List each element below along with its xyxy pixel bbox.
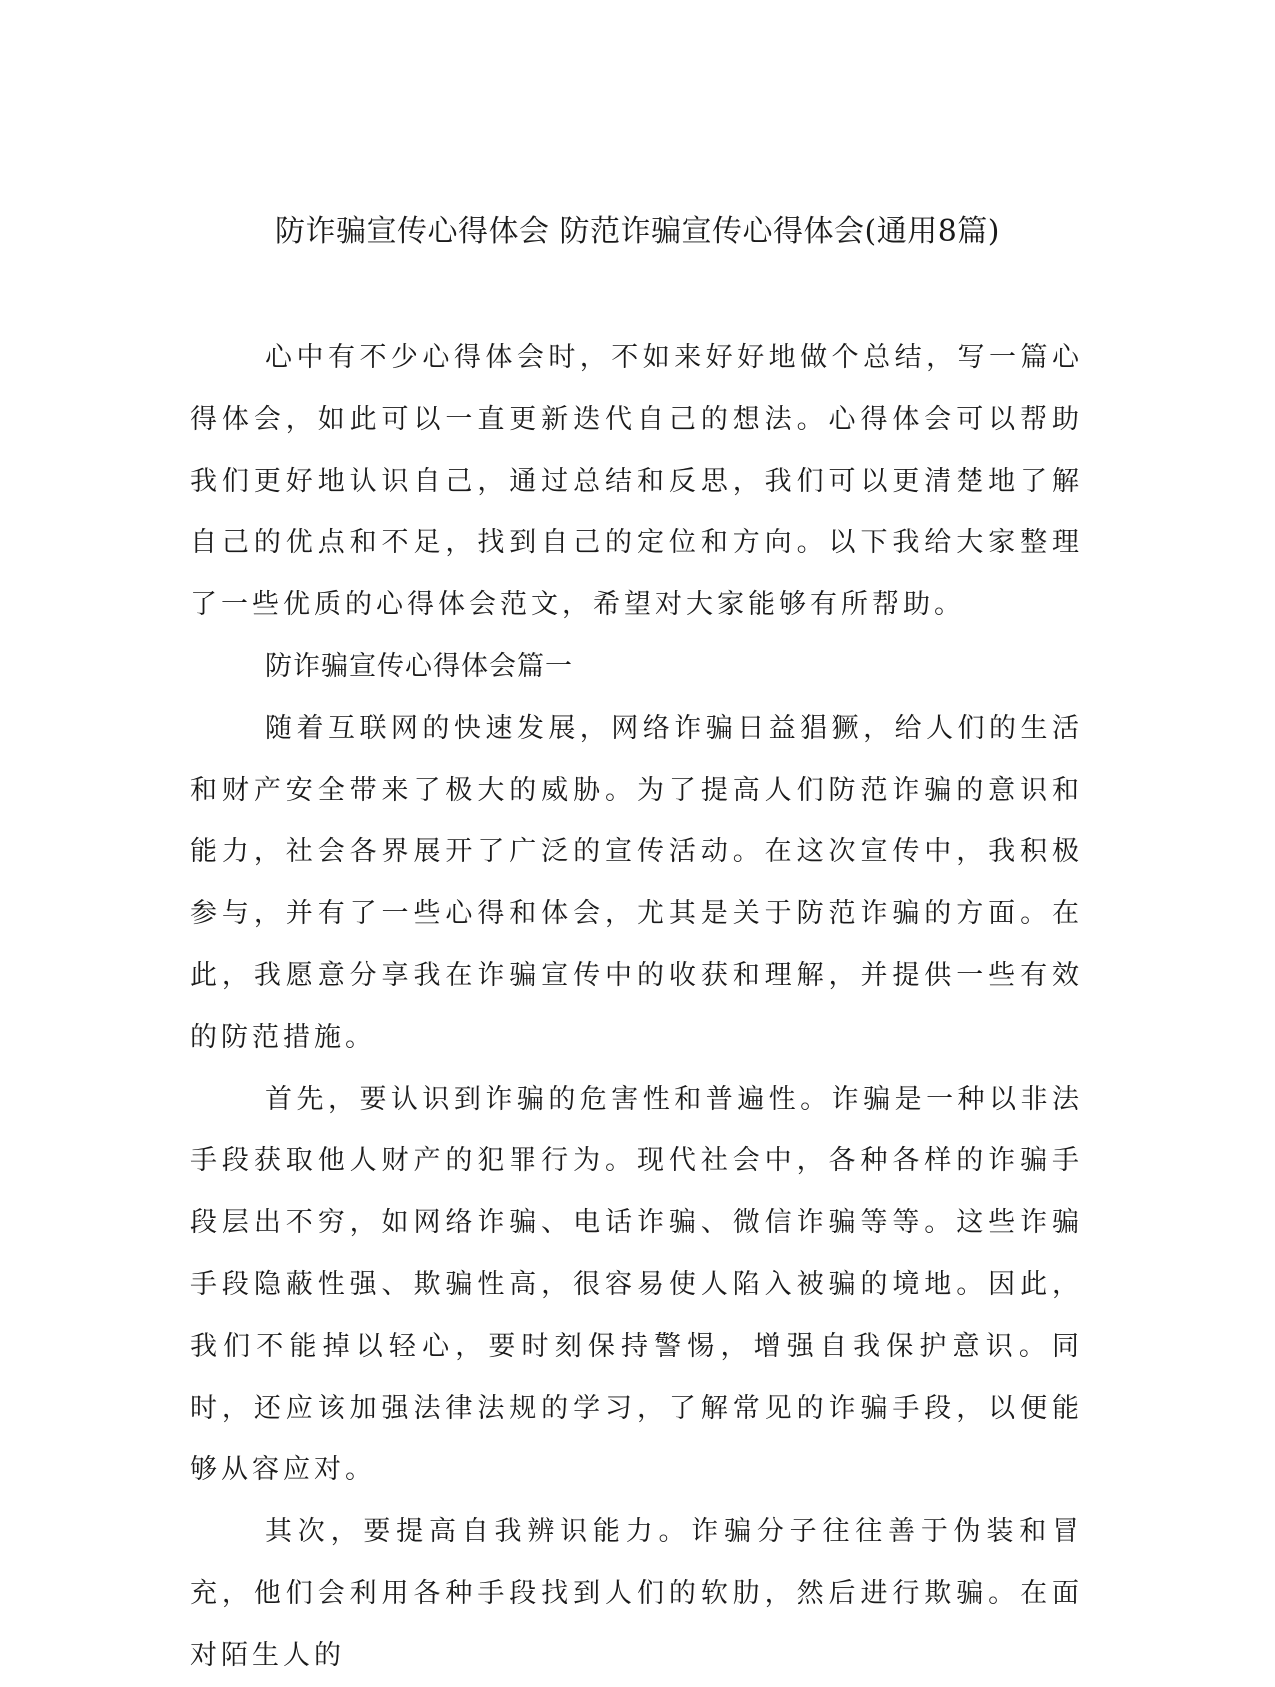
- document-title: 防诈骗宣传心得体会 防范诈骗宣传心得体会(通用8篇): [274, 214, 1001, 249]
- section-heading: 防诈骗宣传心得体会篇一: [265, 650, 573, 682]
- body-paragraph-2: 首先，要认识到诈骗的危害性和普遍性。诈骗是一种以非法手段获取他人财产的犯罪行为。现代社会中，各种各样的诈骗手段层出不穷，如网络诈骗、电话诈骗、微信诈骗等等。这些诈骗手段隐蔽性强、欺骗性高，很容易使人陷入被骗的境地。因此，我们不能掉以轻心，要时刻保持警惕，增强自我保护意识。同时，还应该加强法律法规的学习，了解常见的诈骗手段，以便能够从容应对。: [190, 1083, 1083, 1486]
- intro-paragraph: 心中有不少心得体会时，不如来好好地做个总结，写一篇心得体会，如此可以一直更新迭代自己的想法。心得体会可以帮助我们更好地认识自己，通过总结和反思，我们可以更清楚地了解自己的优点和不足，找到自己的定位和方向。以下我给大家整理了一些优质的心得体会范文，希望对大家能够有所帮助。: [190, 342, 1083, 621]
- document-body: [190, 327, 1083, 1687]
- body-paragraph-3: 其次，要提高自我辨识能力。诈骗分子往往善于伪装和冒充，他们会利用各种手段找到人们的软肋，然后进行欺骗。在面对陌生人的: [190, 1516, 1083, 1671]
- body-paragraph-1: 随着互联网的快速发展，网络诈骗日益猖獗，给人们的生活和财产安全带来了极大的威胁。为了提高人们防范诈骗的意识和能力，社会各界展开了广泛的宣传活动。在这次宣传中，我积极参与，并有了一些心得和体会，尤其是关于防范诈骗的方面。在此，我愿意分享我在诈骗宣传中的收获和理解，并提供一些有效的防范措施。: [190, 712, 1083, 1053]
